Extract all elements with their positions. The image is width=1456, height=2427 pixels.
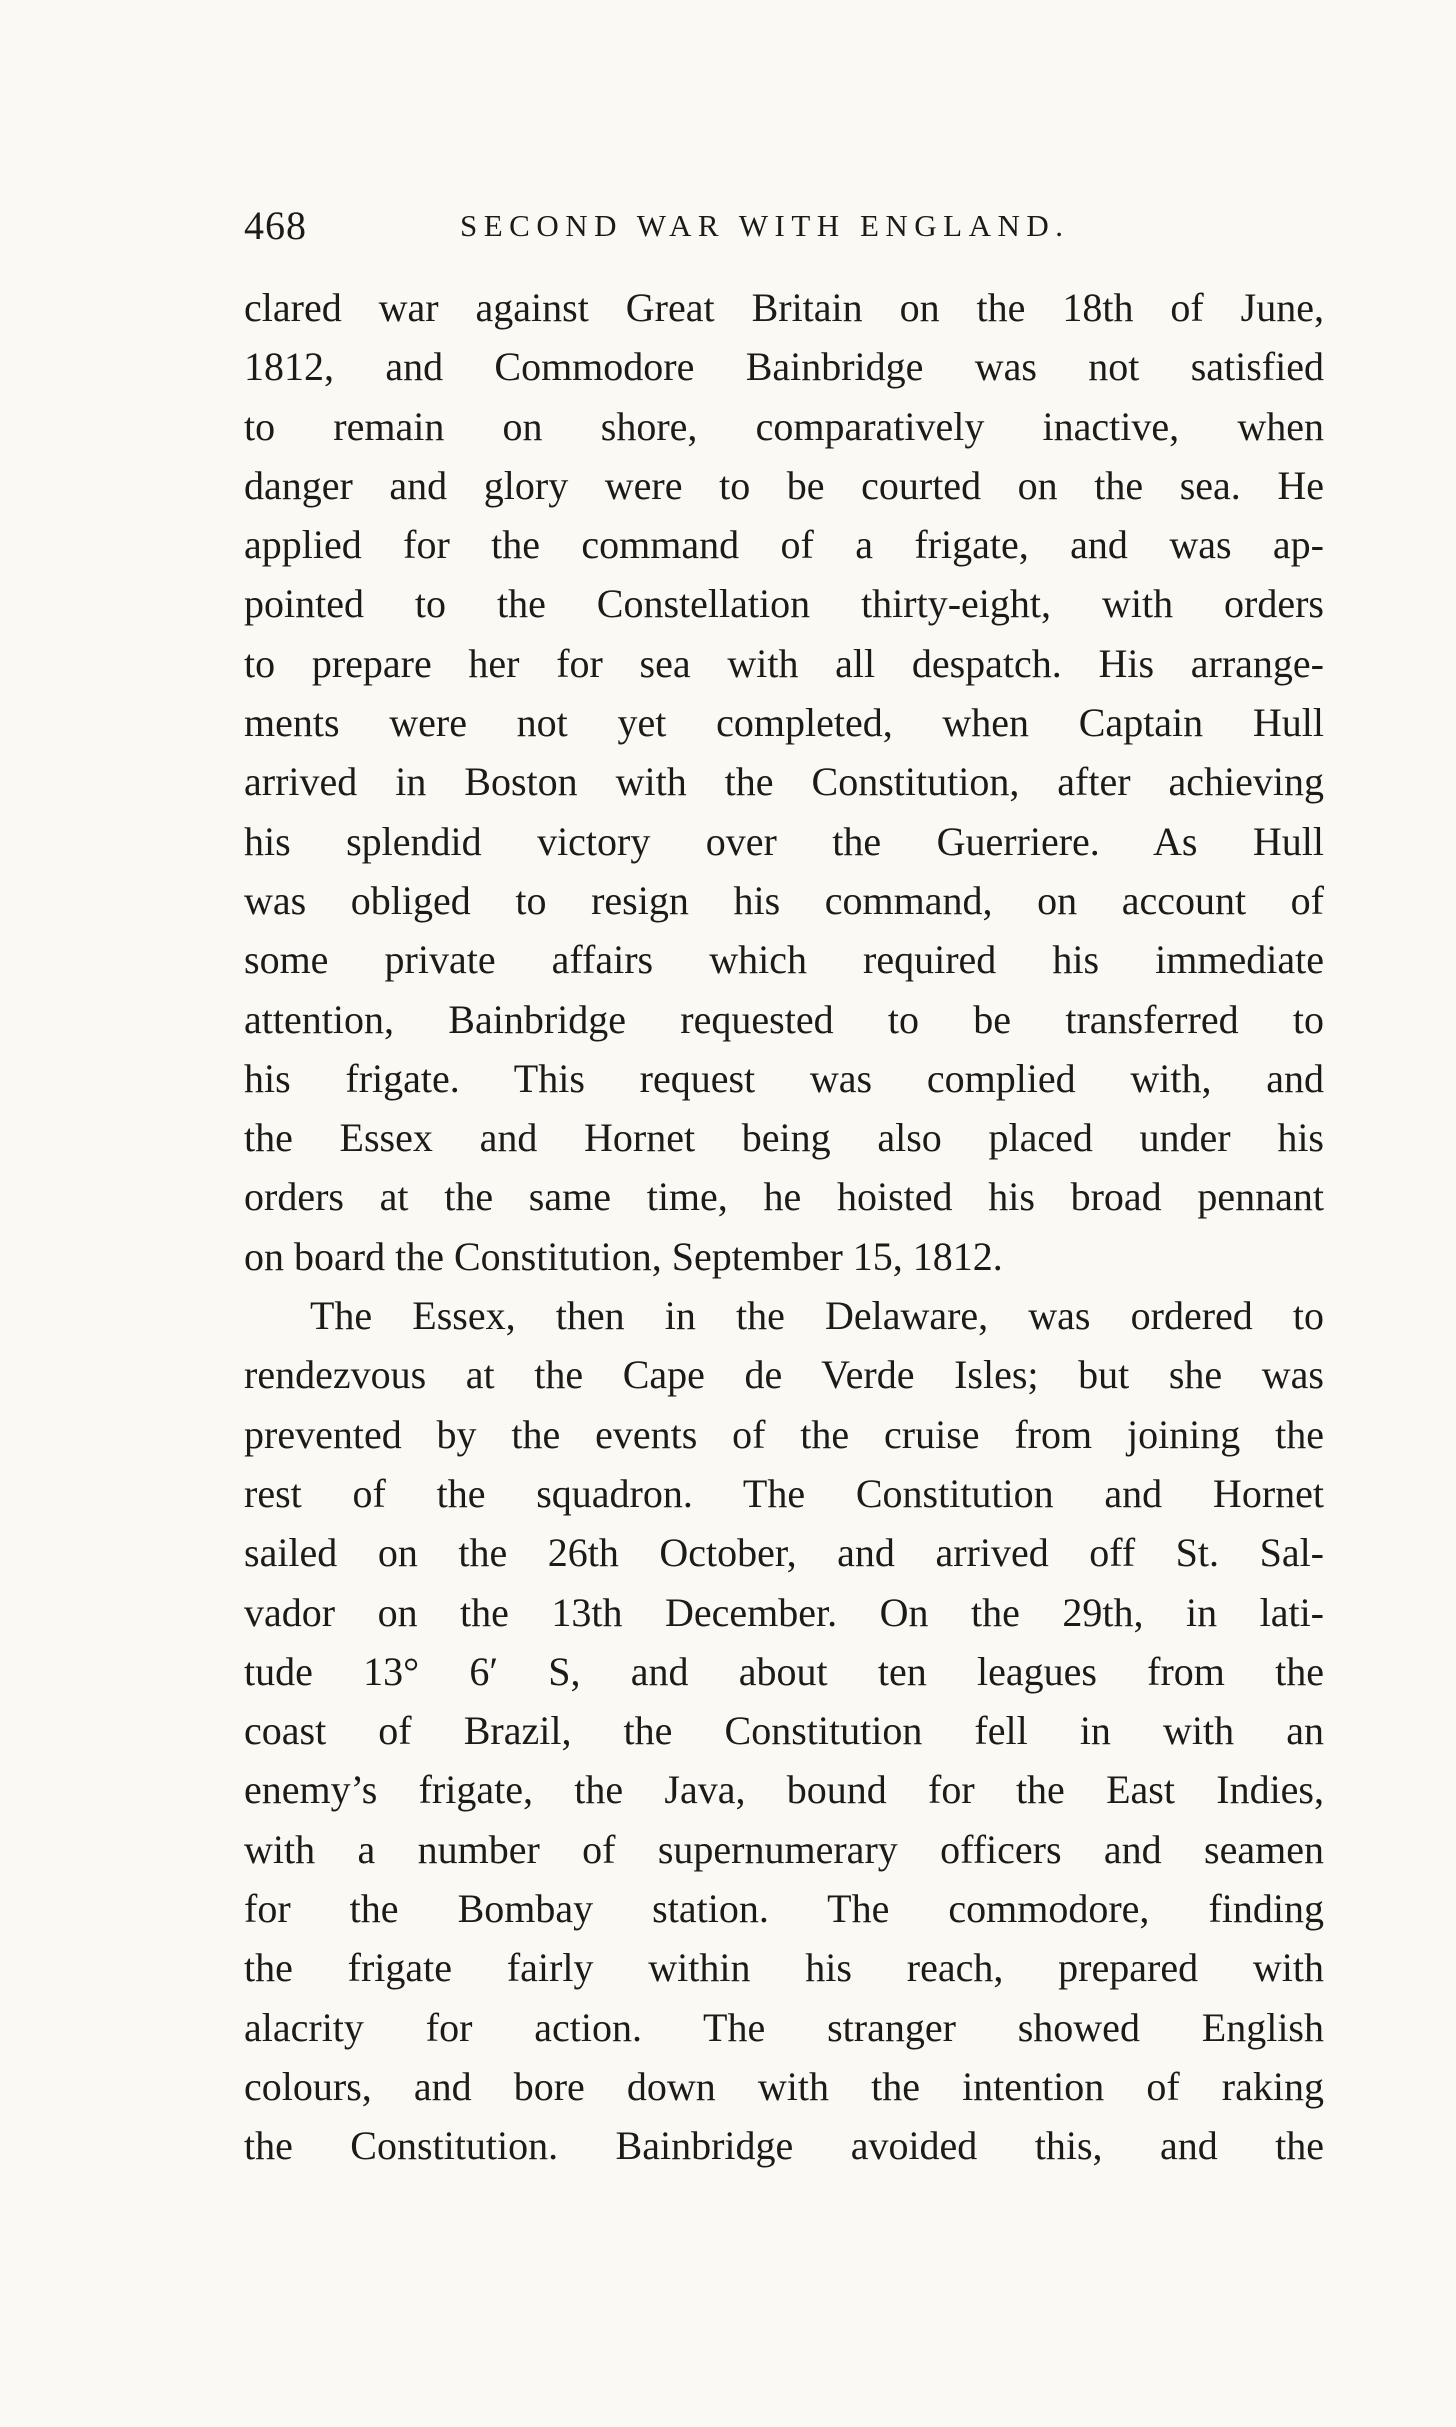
text-line: the Essex and Hornet being also placed under his [244,1115,1324,1161]
text-line: prevented by the events of the cruise from joining the [244,1411,1324,1457]
text-line: the Constitution. Bainbridge avoided this, and the [244,2123,1324,2169]
text-line: coast of Brazil, the Constitution fell in with an [244,1708,1324,1754]
text-line: attention, Bainbridge requested to be transferred to [244,996,1324,1042]
page-number: 468 [244,203,307,248]
text-line: pointed to the Constellation thirty-eight, with orders [244,581,1324,627]
text-line: alacrity for action. The stranger showed English [244,2004,1324,2050]
text-line: to remain on shore, comparatively inactive, when [244,403,1324,449]
text-line: arrived in Boston with the Constitution, after achieving [244,759,1324,805]
text-line: The Essex, then in the Delaware, was ordered to [310,1293,1324,1339]
running-title: SECOND WAR WITH ENGLAND. [460,208,1070,243]
text-line: vador on the 13th December. On the 29th, in lati- [244,1589,1324,1635]
text-line: danger and glory were to be courted on the sea. He [244,462,1324,508]
text-line: some private affairs which required his immediate [244,937,1324,983]
text-line: rest of the squadron. The Constitution and Hornet [244,1470,1324,1516]
text-line: orders at the same time, he hoisted his broad pennant [244,1174,1324,1220]
text-line: applied for the command of a frigate, and was ap- [244,522,1324,568]
text-line: enemy’s frigate, the Java, bound for the East Indies, [244,1767,1324,1813]
text-line: to prepare her for sea with all despatch. His arrange- [244,640,1324,686]
text-line: sailed on the 26th October, and arrived off St. Sal- [244,1530,1324,1576]
text-line: on board the Constitution, September 15, 1812. [244,1233,1003,1279]
text-line: rendezvous at the Cape de Verde Isles; but she was [244,1352,1324,1398]
running-head [244,198,1324,254]
text-line: was obliged to resign his command, on account of [244,877,1324,923]
text-line: with a number of supernumerary officers and seamen [244,1826,1324,1872]
text-line: colours, and bore down with the intention of raking [244,2063,1324,2109]
text-line: the frigate fairly within his reach, prepared with [244,1945,1324,1991]
text-line: his frigate. This request was complied with, and [244,1055,1324,1101]
text-line: 1812, and Commodore Bainbridge was not satisfied [244,344,1324,390]
body-text [244,278,1324,2176]
text-line: tude 13° 6′ S, and about ten leagues from the [244,1648,1324,1694]
text-line: for the Bombay station. The commodore, finding [244,1886,1324,1932]
text-line: his splendid victory over the Guerriere. As Hull [244,818,1324,864]
text-line: clared war against Great Britain on the 18th of June, [244,285,1324,330]
text-line: ments were not yet completed, when Captain Hull [244,700,1324,746]
